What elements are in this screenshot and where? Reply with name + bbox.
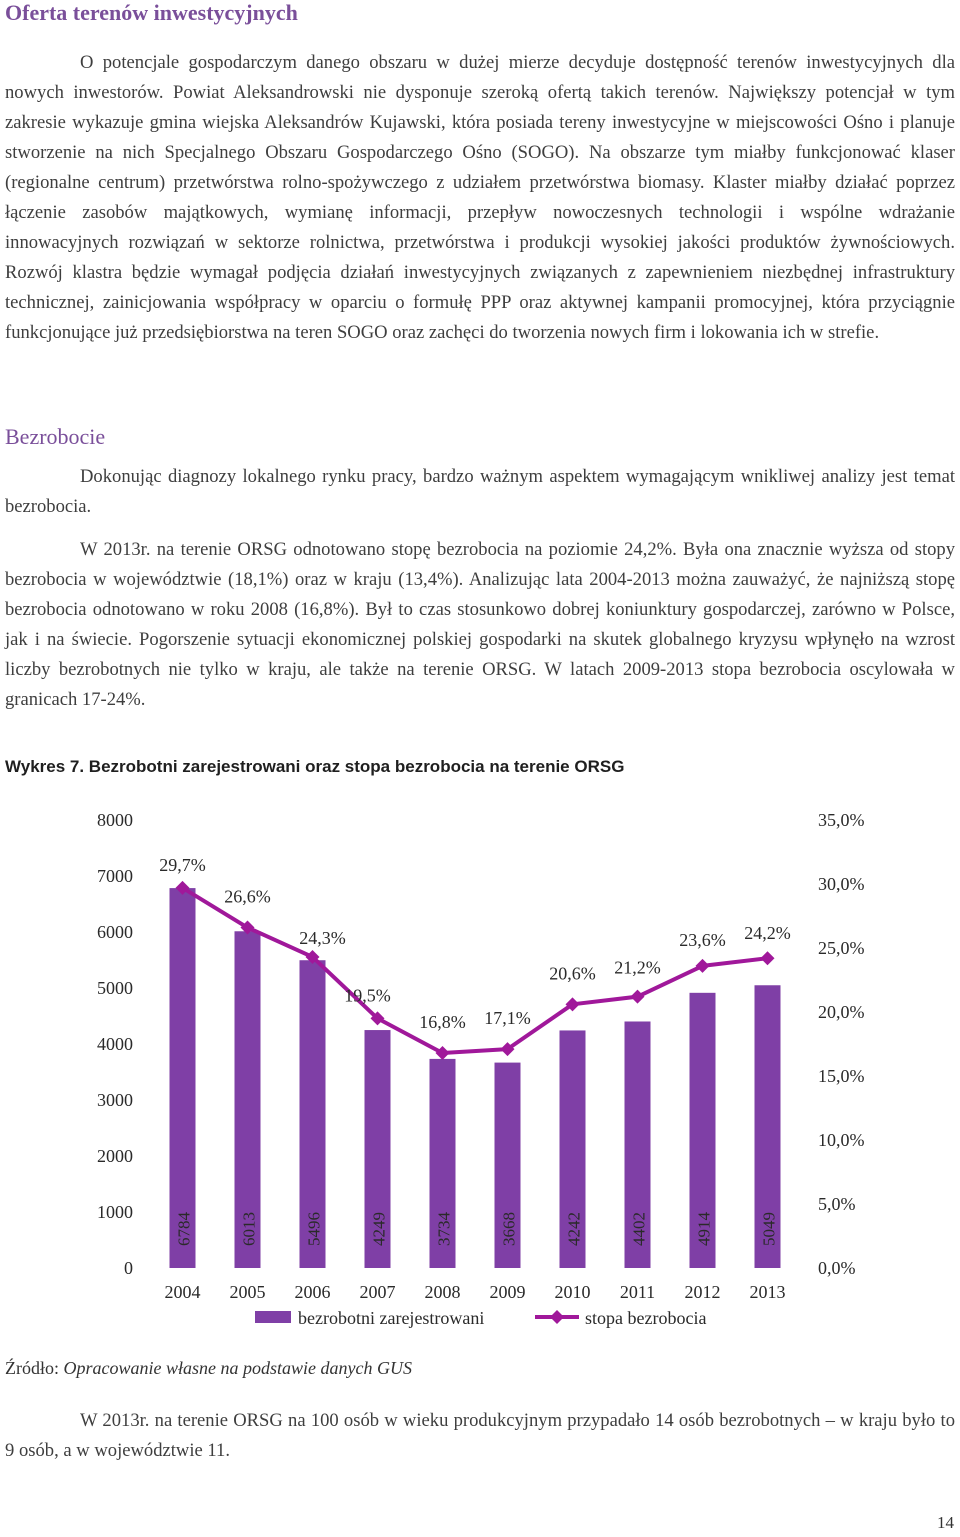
section-heading-unemployment: Bezrobocie <box>5 424 106 449</box>
y-left-tick-label: 6000 <box>97 922 133 942</box>
y-left-tick-label: 3000 <box>97 1090 133 1110</box>
y-right-tick-label: 25,0% <box>818 938 865 958</box>
y-right-tick-label: 0,0% <box>818 1258 856 1278</box>
rate-value-label: 21,2% <box>614 957 661 978</box>
rate-value-label: 26,6% <box>224 886 271 907</box>
unemployment-chart <box>0 790 960 1330</box>
bar-value-label: 4402 <box>629 1212 649 1246</box>
x-tick-label: 2012 <box>684 1282 721 1302</box>
x-tick-label: 2013 <box>749 1282 786 1302</box>
bar-value-label: 4914 <box>694 1212 714 1246</box>
rate-value-label: 24,2% <box>744 923 791 944</box>
rate-value-label: 16,8% <box>419 1011 466 1032</box>
rate-value-label: 19,5% <box>344 985 391 1006</box>
paragraph-unemployment-ratio: W 2013r. na terenie ORSG na 100 osób w wieku produkcyjnym przypadało 14 osób bezrobotnych – w kraju było to 9 osób, a w województwie 11. <box>5 1410 955 1461</box>
paragraph-unemployment-analysis: W 2013r. na terenie ORSG odnotowano stopę bezrobocia na poziomie 24,2%. Była ona znacznie wyższa od stopy bezrobocia w województwie (18,1%) oraz w kraju (13,4%). Analizując lata 2004-2013 można zauważyć, że najniższą stopę bezrobocia odnotowano w roku 2008 (16,8%). Był to czas stosunkowo dobrej koniunktury gospodarczej, zarówno w Polsce, jak i na świecie. Pogorszenie sytuacji ekonomicznej polskiej gospodarki na skutek globalnego kryzysu wpłynęło na wzrost liczby bezrobotnych nie tylko w kraju, ale także na terenie ORSG. W latach 2009-2013 stopa bezrobocia oscylowała w granicach 17-24%. <box>5 539 955 710</box>
y-right-tick-label: 20,0% <box>818 1002 865 1022</box>
y-left-tick-label: 5000 <box>97 978 133 998</box>
x-tick-label: 2008 <box>424 1282 461 1302</box>
rate-value-label: 24,3% <box>299 927 346 948</box>
y-left-tick-label: 0 <box>124 1258 133 1278</box>
rate-marker-2011 <box>631 990 645 1004</box>
bar-value-label: 4249 <box>369 1212 389 1246</box>
bar-2004 <box>170 888 196 1268</box>
y-right-tick-label: 15,0% <box>818 1066 865 1086</box>
legend-bar-label: bezrobotni zarejestrowani <box>298 1308 485 1328</box>
x-tick-label: 2009 <box>489 1282 526 1302</box>
bar-value-label: 6013 <box>239 1212 259 1246</box>
x-tick-label: 2005 <box>229 1282 266 1302</box>
y-right-tick-label: 35,0% <box>818 810 865 830</box>
rate-value-label: 23,6% <box>679 929 726 950</box>
rate-marker-2012 <box>696 959 710 973</box>
bar-value-label: 3668 <box>499 1212 519 1246</box>
y-left-tick-label: 2000 <box>97 1146 133 1166</box>
y-left-tick-label: 7000 <box>97 866 133 886</box>
rate-value-label: 29,7% <box>159 854 206 875</box>
figure-source <box>5 1358 412 1379</box>
bar-value-label: 4242 <box>564 1212 584 1246</box>
unemployment-chart-svg <box>0 790 960 1330</box>
y-left-tick-label: 8000 <box>97 810 133 830</box>
rate-line <box>183 888 768 1053</box>
legend-line-label: stopa bezrobocia <box>585 1308 707 1328</box>
paragraph-investment-land: O potencjale gospodarczym danego obszaru w dużej mierze decyduje dostępność terenów inwestycyjnych dla nowych inwestorów. Powiat Aleksandrowski nie dysponuje szeroką ofertą takich terenów. Największy potencjał w tym zakresie wykazuje gmina wiejska Aleksandrów Kujawski, która posiada tereny inwestycyjne w miejscowości Ośno i planuje stworzenie na nich Specjalnego Obszaru Gospodarczego Ośno (SOGO). Na obszarze tym miałby funkcjonować klaser (regionalne centrum) przetwórstwa rolno-spożywczego z udziałem przetwórstwa biomasy. Klaster miałby działać poprzez łączenie zasobów majątkowych, wymianę informacji, przepływ nowoczesnych technologii i wspólne wdrażanie innowacyjnych rozwiązań w sektorze rolnictwa, przetwórstwa i produkcji wysokiej jakości produktów żywnościowych. Rozwój klastra będzie wymagał podjęcia działań inwestycyjnych związanych z zapewnieniem niezbędnej infrastruktury technicznej, zainicjowania współpracy w oparciu o formułę PPP oraz aktywnej kampanii promocyjnej, która przyciągnie funkcjonujące już przedsiębiorstwa na teren SOGO oraz zachęci do tworzenia nowych firm i lokowania ich w strefie. <box>5 52 955 343</box>
bar-value-label: 3734 <box>434 1212 454 1246</box>
bar-value-label: 5049 <box>759 1212 779 1246</box>
y-right-tick-label: 30,0% <box>818 874 865 894</box>
rate-value-label: 17,1% <box>484 1008 531 1029</box>
bar-value-label: 6784 <box>174 1212 194 1246</box>
x-tick-label: 2007 <box>359 1282 396 1302</box>
rate-marker-2008 <box>436 1046 450 1060</box>
source-label: Źródło: <box>5 1358 64 1378</box>
x-tick-label: 2004 <box>164 1282 201 1302</box>
figure-caption: Wykres 7. Bezrobotni zarejestrowani oraz stopa bezrobocia na terenie ORSG <box>5 757 625 776</box>
y-left-tick-label: 4000 <box>97 1034 133 1054</box>
source-text: Opracowanie własne na podstawie danych GUS <box>63 1358 412 1378</box>
legend-line-marker <box>550 1310 564 1324</box>
y-right-tick-label: 5,0% <box>818 1194 856 1214</box>
x-tick-label: 2010 <box>554 1282 591 1302</box>
rate-value-label: 20,6% <box>549 963 596 984</box>
x-tick-label: 2006 <box>294 1282 331 1302</box>
rate-marker-2013 <box>761 951 775 965</box>
y-right-tick-label: 10,0% <box>818 1130 865 1150</box>
page-number: 14 <box>937 1513 954 1532</box>
legend-bar-swatch <box>255 1311 291 1323</box>
paragraph-unemployment-intro: Dokonując diagnozy lokalnego rynku pracy, bardzo ważnym aspektem wymagającym wnikliwej analizy jest temat bezrobocia. <box>5 466 955 517</box>
x-tick-label: 2011 <box>619 1282 656 1302</box>
y-left-tick-label: 1000 <box>97 1202 133 1222</box>
bar-value-label: 5496 <box>304 1212 324 1246</box>
section-heading-investment-land: Oferta terenów inwestycyjnych <box>5 0 298 25</box>
